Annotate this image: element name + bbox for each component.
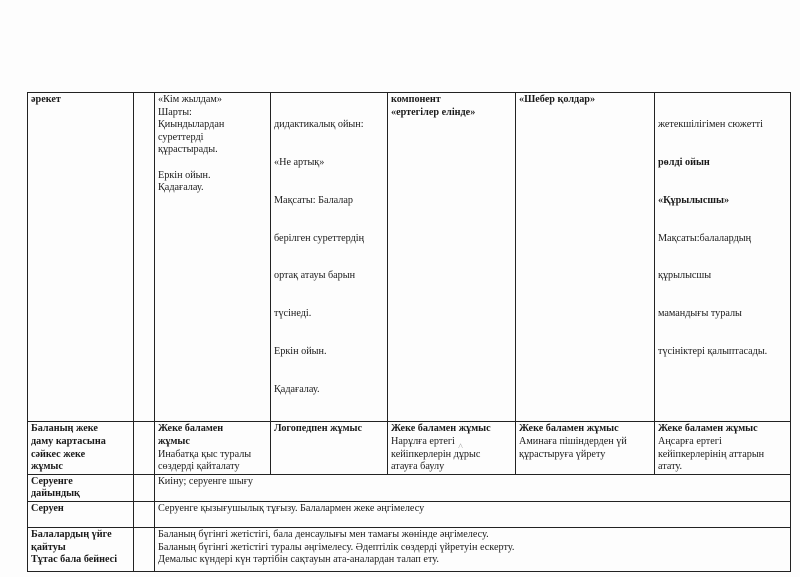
activity-cell-1: [155, 93, 271, 422]
row-label-text: Балалардың үйге: [31, 529, 112, 540]
cell-text: Мақсаты:балалардың: [658, 232, 752, 244]
cell-heading: Жеке баламен: [158, 423, 224, 435]
cell-text: құрылысшы: [658, 270, 712, 282]
cell-text: компонент: [391, 94, 441, 105]
going-home-text-cell: [155, 528, 791, 572]
row-label-text: жұмыс: [31, 461, 63, 473]
empty-cell: [134, 422, 155, 474]
cell-text: кейіпкерлерін дұрыс: [391, 448, 481, 460]
cell-text: атауға баулу: [391, 461, 445, 473]
empty-cell: [134, 502, 155, 528]
cell-text: Баланың бүгінгі жетістігі туралы әңгімелесу. Әдептілік сөздерді үйретуін ескерту.: [158, 541, 515, 553]
row-label-walk: [28, 502, 134, 528]
cell-text: Аминаға пішіндерден үй: [519, 436, 627, 448]
activity-cell-5: [655, 93, 791, 422]
row-walk: [28, 502, 791, 528]
row-label-text: Баланың жеке: [31, 423, 98, 435]
cell-text: Нарұлға ертегі: [391, 436, 455, 448]
cell-heading: жұмыс: [158, 436, 190, 448]
row-label-text: Серуенге: [31, 475, 73, 487]
row-label-walk-prep: [28, 474, 134, 501]
cell-text: рөлді ойын: [658, 156, 710, 168]
cell-text: Демалыс күндері күн тәртібін сақтауын ата-аналардан талап ету.: [158, 554, 439, 566]
cell-heading: Жеке баламен жұмыс: [519, 423, 619, 435]
game-title: «Не артық»: [274, 156, 325, 168]
cell-text: Киіну; серуенге шығу: [158, 475, 253, 487]
game-title: «Кім жылдам»: [158, 94, 222, 105]
cell-heading: Жеке баламен жұмыс: [391, 423, 491, 435]
activity-cell-4: [516, 93, 655, 422]
walk-prep-text-cell: [155, 474, 791, 501]
cell-text: Серуенге қызығушылық тұғызу. Балалармен жеке әңгімелесу: [158, 503, 425, 514]
row-walk-preparation: [28, 474, 791, 501]
cell-text: Инабатқа қыс туралы: [158, 448, 252, 460]
row-label-activity: [28, 93, 134, 422]
row-label-text: әрекет: [31, 94, 61, 105]
cell-text: суреттерді: [158, 131, 204, 143]
development-cell-4: [516, 422, 655, 474]
cell-text: берілген суреттердің: [274, 232, 365, 244]
walk-text-cell: [155, 502, 791, 528]
game-title: «Құрылысшы»: [658, 194, 730, 206]
cell-text: Еркін ойын.: [158, 169, 211, 181]
development-cell-2: [271, 422, 388, 474]
empty-cell: [134, 474, 155, 501]
cell-heading: Жеке баламен жұмыс: [658, 423, 758, 435]
cell-spacer: [158, 157, 267, 170]
cell-text: түсініктері қалыптасады.: [658, 345, 768, 357]
empty-cell: [134, 93, 155, 422]
cell-text: Мақсаты: Балалар: [274, 194, 353, 206]
cell-text: Еркін ойын.: [274, 345, 327, 357]
row-going-home: [28, 528, 791, 572]
development-cell-5: [655, 422, 791, 474]
cell-text: кейіпкерлерінің аттарын: [658, 448, 765, 460]
row-label-text: сәйкес жеке: [31, 448, 86, 460]
cell-text: құрастырады.: [158, 144, 218, 156]
cell-heading: Логопедпен жұмыс: [274, 423, 363, 435]
game-title: «ертегілер елінде»: [391, 106, 476, 118]
cell-text: құрастыруға үйрету: [519, 448, 606, 460]
row-label-text: даму картасына: [31, 436, 106, 448]
empty-cell: [134, 528, 155, 572]
cell-text: жетекшілігімен сюжетті: [658, 119, 763, 131]
cell-text: Шарты:: [158, 106, 192, 118]
cell-text: Баланың бүгінгі жетістігі, бала денсаулығы мен тамағы жөнінде әңгімелесу.: [158, 529, 489, 540]
row-label-text: Тұтас бала бейнесі: [31, 554, 118, 566]
row-label-development: [28, 422, 134, 474]
row-label-going-home: [28, 528, 134, 572]
game-title: «Шебер қолдар»: [519, 94, 596, 105]
cell-text: дидактикалық ойын:: [274, 119, 364, 131]
row-activity: [28, 93, 791, 422]
cell-text: сөздерді қайталату: [158, 461, 240, 473]
cell-text: Қадағалау.: [274, 383, 320, 395]
development-cell-3: [388, 422, 516, 474]
activity-cell-2: [271, 93, 388, 422]
row-individual-development: [28, 422, 791, 474]
cell-text: атату.: [658, 461, 683, 473]
cell-text: Аңсарға ертегі: [658, 436, 722, 448]
row-label-text: қайтуы: [31, 541, 66, 553]
development-cell-1: [155, 422, 271, 474]
row-label-text: дайындық: [31, 488, 80, 500]
scan-speck: ˄: [458, 441, 464, 451]
cell-text: Қадағалау.: [158, 182, 204, 194]
row-label-text: Серуен: [31, 503, 64, 514]
cell-text: мамандығы туралы: [658, 308, 742, 320]
cell-text: ортақ атауы барын: [274, 270, 356, 282]
daily-plan-table: [27, 92, 791, 572]
activity-cell-3: [388, 93, 516, 422]
cell-text: Қиындылардан: [158, 119, 225, 131]
cell-text: түсінеді.: [274, 308, 312, 320]
